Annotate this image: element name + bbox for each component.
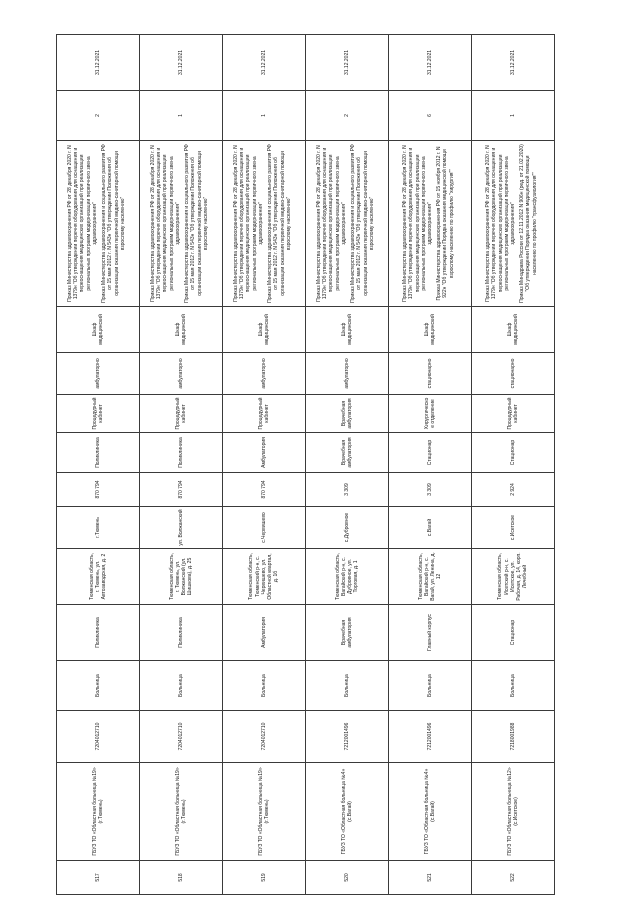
quantity-cell: 2 (57, 91, 140, 141)
table-row (140, 35, 223, 895)
regulation-paragraph: Приказ Министерства здравоохранения и социального развития РФ от 15 мая 2012 г. N 543н "Об утверждении Положения об организации оказания первичной медико-санитарной помощи взрослому населению" (350, 144, 375, 303)
locality-cell: с.Исетское (472, 507, 555, 549)
subdivision-cell: Врачебная амбулатория (306, 433, 389, 473)
subdivision-cell: Стационар (472, 433, 555, 473)
organization-type-cell: Больница (389, 661, 472, 711)
row-number-cell: 522 (472, 861, 555, 895)
structural-unit-cell: Поликлиника (140, 605, 223, 661)
structural-unit-cell: Главный корпус (389, 605, 472, 661)
locality-cell: с.Червишево (223, 507, 306, 549)
organization-cell: ГБУЗ ТО «Областная больница №19» (г.Тюмень) (57, 763, 140, 861)
code-cell: 870 794 (223, 473, 306, 507)
organization-cell: ГБУЗ ТО «Областная больница №12» (с.Исетское) (472, 763, 555, 861)
equipment-register-table (56, 34, 555, 895)
table-body (57, 35, 555, 895)
care-condition-cell: стационарно (389, 353, 472, 395)
structural-unit-cell: Поликлиника (57, 605, 140, 661)
address-cell: Тюменская область, г. Тюмень, ул. Волжанский (ул. Шишкова), д. 25 (140, 549, 223, 605)
locality-cell: ул. Волжанский (140, 507, 223, 549)
room-cell: Процедурный кабинет (223, 395, 306, 433)
regulation-paragraph: Приказ Министерства здравоохранения РФ от 28 декабря 2020 г. N 1379н "Об утверждении перечня оборудования для оснащения и переоснащения медицинских организаций при реализации региональных программ модернизации первичного звена здравоохранения" (233, 145, 264, 302)
care-condition-cell: амбулаторно (306, 353, 389, 395)
regulation-paragraph: Приказ Министерства здравоохранения РФ от 15 ноября 2012 г. N 922н "Об утверждении Порядка оказания медицинской помощи взрослому населению по профилю "хирургия"" (436, 146, 455, 301)
structural-unit-cell: Врачебная амбулатория (306, 605, 389, 661)
address-cell: Тюменская область, Тюменский р-н, с. Червишево, ул. Областной квартал, д. 1б (223, 549, 306, 605)
subdivision-cell: Поликлиника (140, 433, 223, 473)
organization-type-cell: Больница (223, 661, 306, 711)
quantity-cell: 1 (140, 91, 223, 141)
care-condition-cell: амбулаторно (223, 353, 306, 395)
equipment-name-cell: Шкаф медицинский (306, 307, 389, 353)
regulation-paragraph: Приказ Министерства здравоохранения РФ от 28 декабря 2020 г. N 1379н "Об утверждении перечня оборудования для оснащения и переоснащения медицинских организаций при реализации региональных программ модернизации первичного звена здравоохранения" (316, 145, 347, 302)
equipment-name-cell: Шкаф медицинский (472, 307, 555, 353)
room-cell: Врачебная амбулатория (306, 395, 389, 433)
inn-cell: 7218001988 (472, 711, 555, 763)
address-cell: Тюменская область, Исетский р-н, с. Исетское, ул. Рабочая, д. 14, корп. Лечебный (472, 549, 555, 605)
structural-unit-cell: Стационар (472, 605, 555, 661)
care-condition-cell: стационарно (472, 353, 555, 395)
code-cell: 2 924 (472, 473, 555, 507)
room-cell: Хирургическое отделение (389, 395, 472, 433)
care-condition-cell: амбулаторно (57, 353, 140, 395)
room-cell: Процедурный кабинет (472, 395, 555, 433)
deadline-date-cell: 31.12.2021 (389, 35, 472, 91)
deadline-date-cell: 31.12.2021 (472, 35, 555, 91)
locality-cell: с.Вагай (389, 507, 472, 549)
table-row (389, 35, 472, 895)
regulation-paragraph: Приказ Министерства здравоохранения РФ от 28 декабря 2020 г. N 1379н "Об утверждении перечня оборудования для оснащения и переоснащения медицинских организаций при реализации региональных программ модернизации первичного звена здравоохранения" (150, 145, 181, 302)
deadline-date-cell: 31.12.2021 (306, 35, 389, 91)
organization-cell: ГБУЗ ТО «Областная больница №19» (г.Тюмень) (140, 763, 223, 861)
room-cell: Процедурный кабинет (140, 395, 223, 433)
locality-cell: г.Тюмень (57, 507, 140, 549)
organization-type-cell: Больница (306, 661, 389, 711)
quantity-cell: 1 (472, 91, 555, 141)
regulation-paragraph: Приказ Минздрава России от 12.11.2012 N 906н (ред. от 21.02.2020) "Об утверждении Порядка оказания медицинской помощи населению по профилю "трансфузиология"" (519, 144, 538, 303)
room-cell: Процедурный кабинет (57, 395, 140, 433)
regulation-docs-cell (306, 141, 389, 307)
regulation-docs-cell (472, 141, 555, 307)
quantity-cell: 1 (223, 91, 306, 141)
table-row (223, 35, 306, 895)
subdivision-cell: Поликлиника (57, 433, 140, 473)
inn-cell: 7212001496 (306, 711, 389, 763)
equipment-name-cell: Шкаф медицинский (57, 307, 140, 353)
regulation-paragraph: Приказ Министерства здравоохранения РФ от 28 декабря 2020 г. N 1379н "Об утверждении перечня оборудования для оснащения и переоснащения медицинских организаций при реализации региональных программ модернизации первичного звена здравоохранения" (67, 145, 98, 302)
inn-cell: 7204012710 (57, 711, 140, 763)
deadline-date-cell: 31.12.2021 (140, 35, 223, 91)
structural-unit-cell: Амбулатория (223, 605, 306, 661)
regulation-paragraph: Приказ Министерства здравоохранения РФ от 28 декабря 2020 г. N 1379н "Об утверждении перечня оборудования для оснащения и переоснащения медицинских организаций при реализации региональных программ модернизации первичного звена здравоохранения" (402, 145, 433, 302)
address-cell: Тюменская область, г. Тюмень, ул. Автозаводская, д. 2 (57, 549, 140, 605)
care-condition-cell: амбулаторно (140, 353, 223, 395)
regulation-paragraph: Приказ Министерства здравоохранения и социального развития РФ от 15 мая 2012 г. N 543н "Об утверждении Положения об организации оказания первичной медико-санитарной помощи взрослому населению" (184, 144, 209, 303)
organization-type-cell: Больница (57, 661, 140, 711)
table-row (472, 35, 555, 895)
deadline-date-cell: 31.12.2021 (57, 35, 140, 91)
regulation-docs-cell (223, 141, 306, 307)
organization-cell: ГБУЗ ТО «Областная больница №4» (с.Вагай) (389, 763, 472, 861)
code-cell: 3 309 (389, 473, 472, 507)
regulation-docs-cell (389, 141, 472, 307)
regulation-docs-cell (57, 141, 140, 307)
inn-cell: 7204012710 (140, 711, 223, 763)
regulation-paragraph: Приказ Министерства здравоохранения РФ от 28 декабря 2020 г. N 1379н "Об утверждении перечня оборудования для оснащения и переоснащения медицинских организаций при реализации региональных программ модернизации первичного звена здравоохранения" (485, 145, 516, 302)
code-cell: 3 309 (306, 473, 389, 507)
row-number-cell: 519 (223, 861, 306, 895)
inn-cell: 7204012710 (223, 711, 306, 763)
code-cell: 870 794 (57, 473, 140, 507)
row-number-cell: 521 (389, 861, 472, 895)
row-number-cell: 520 (306, 861, 389, 895)
organization-cell: ГБУЗ ТО «Областная больница №19» (г.Тюмень) (223, 763, 306, 861)
quantity-cell: 6 (389, 91, 472, 141)
address-cell: Тюменская область, Вагайский р-н, с. Вагай, ул. Ленина, д. 12 (389, 549, 472, 605)
row-number-cell: 517 (57, 861, 140, 895)
equipment-name-cell: Шкаф медицинский (140, 307, 223, 353)
subdivision-cell: Стационар (389, 433, 472, 473)
regulation-docs-cell (140, 141, 223, 307)
inn-cell: 7212001496 (389, 711, 472, 763)
deadline-date-cell: 31.12.2021 (223, 35, 306, 91)
organization-cell: ГБУЗ ТО «Областная больница №4» (с.Вагай) (306, 763, 389, 861)
regulation-paragraph: Приказ Министерства здравоохранения и социального развития РФ от 15 мая 2012 г. N 543н "Об утверждении Положения об организации оказания первичной медико-санитарной помощи взрослому населению" (101, 144, 126, 303)
subdivision-cell: Амбулатория (223, 433, 306, 473)
address-cell: Тюменская область, Вагайский р-н, с. Дубровное, ул. Торговая, д. 1 (306, 549, 389, 605)
equipment-name-cell: Шкаф медицинский (223, 307, 306, 353)
quantity-cell: 2 (306, 91, 389, 141)
row-number-cell: 518 (140, 861, 223, 895)
table-row (306, 35, 389, 895)
regulation-paragraph: Приказ Министерства здравоохранения и социального развития РФ от 15 мая 2012 г. N 543н "Об утверждении Положения об организации оказания первичной медико-санитарной помощи взрослому населению" (267, 144, 292, 303)
locality-cell: с.Дубровное (306, 507, 389, 549)
organization-type-cell: Больница (140, 661, 223, 711)
organization-type-cell: Больница (472, 661, 555, 711)
table-row (57, 35, 140, 895)
code-cell: 870 794 (140, 473, 223, 507)
equipment-name-cell: Шкаф медицинский (389, 307, 472, 353)
